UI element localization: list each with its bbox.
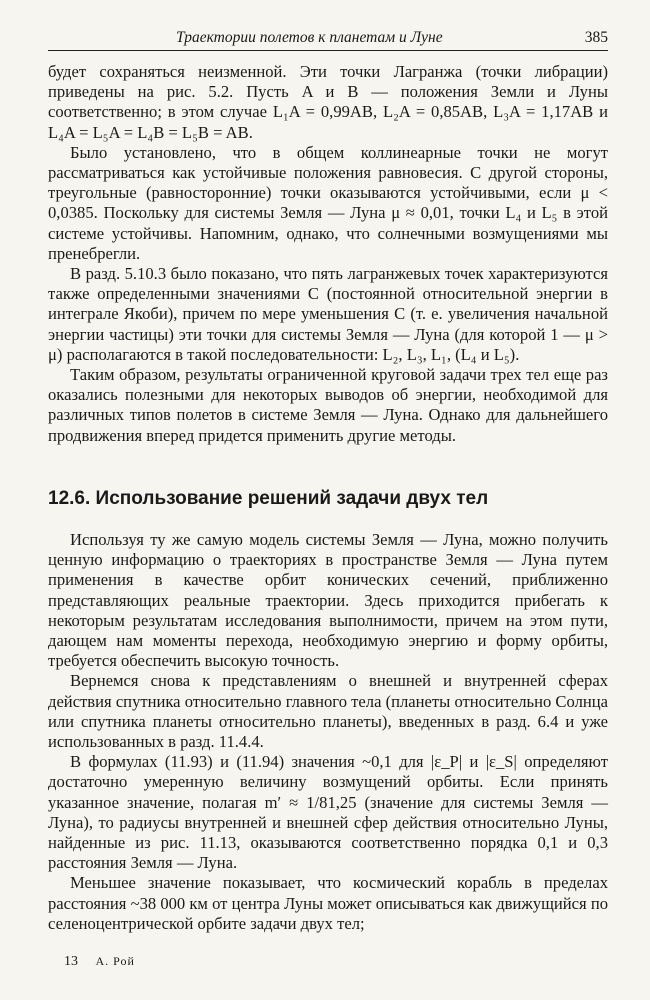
page-header: [48, 24, 608, 51]
signature-mark: 13: [64, 954, 78, 969]
paragraph: Меньшее значение показывает, что космический корабль в пределах расстояния ~38 000 км от центра Луны может описываться как движущийся по селеноцентрической орбите задачи двух тел;: [48, 873, 608, 933]
footer-author: А. Рой: [95, 954, 135, 968]
paragraph: будет сохраняться неизменной. Эти точки Лагранжа (точки либрации) приведены на рис. 5.2. Пусть A и B — положения Земли и Луны соответственно; в этом случае L₁A = 0,99AB, L₂A = 0,85AB, L₃A = 1,17AB и L₄A = L₅A = L₄B = L₅B = AB.: [48, 62, 608, 142]
paragraph: Используя ту же самую модель системы Земля — Луна, можно получить ценную информацию о траекториях в пространстве Земля — Луна путем применения в качестве орбит конических сечений, приближенно представляющих реальные траектории. Здесь приходится прибегать к некоторым результатам исследования выполнимости, причем на этом пути, дающем нам моменты перехода, необходимую энергию и форму орбиты, требуется обеспечить высокую точность.: [48, 530, 608, 671]
paragraph: Вернемся снова к представлениям о внешней и внутренней сферах действия спутника относительно главного тела (планеты относительно Солнца или спутника планеты относительно планеты), введенных в разд. 6.4 и уже использованных в разд. 11.4.4.: [48, 671, 608, 752]
paragraph: В формулах (11.93) и (11.94) значения ~0,1 для |ε_P| и |ε_S| определяют достаточно умеренную величину возмущений орбиты. Если принять указанное значение, полагая m′ ≈ 1/81,25 (значение для системы Земля — Луна), то радиусы внутренней и внешней сфер действия относительно Луны, найденные из рис. 11.13, оказываются соответственно порядка 0,1 и 0,3 расстояния Земля — Луна.: [48, 752, 608, 873]
page-footer: [64, 954, 135, 970]
paragraph: Было установлено, что в общем коллинеарные точки не могут рассматриваться как устойчивые положения равновесия. С другой стороны, треугольные (равносторонние) точки оказываются устойчивыми, если μ < 0,0385. Поскольку для системы Земля — Луна μ ≈ 0,01, точки L₄ и L₅ в этой системе устойчивы. Напомним, однако, что солнечными возмущениями мы пренебрегли.: [48, 142, 608, 263]
section-heading: 12.6. Использование решений задачи двух тел: [48, 488, 489, 509]
text-block-top: [48, 62, 608, 446]
running-title: Траектории полетов к планетам и Луне: [176, 29, 443, 46]
paragraph: В разд. 5.10.3 было показано, что пять лагранжевых точек характеризуются также определенными значениями C (постоянной относительной энергии в интеграле Якоби), причем по мере уменьшения C (т. е. увеличения начальной энергии частицы) эти точки для системы Земля — Луна (для которой 1 — μ > μ) располагаются в такой последовательности: L₂, L₃, L₁, (L₄ и L₅).: [48, 264, 608, 364]
page-number: 385: [584, 29, 608, 46]
paragraph: Таким образом, результаты ограниченной круговой задачи трех тел еще раз оказались полезными для некоторых выводов об энергии, необходимой для различных типов полетов в системе Земля — Луна. Однако для дальнейшего продвижения вперед придется применить другие методы.: [48, 365, 608, 445]
text-block-section: [48, 530, 608, 934]
